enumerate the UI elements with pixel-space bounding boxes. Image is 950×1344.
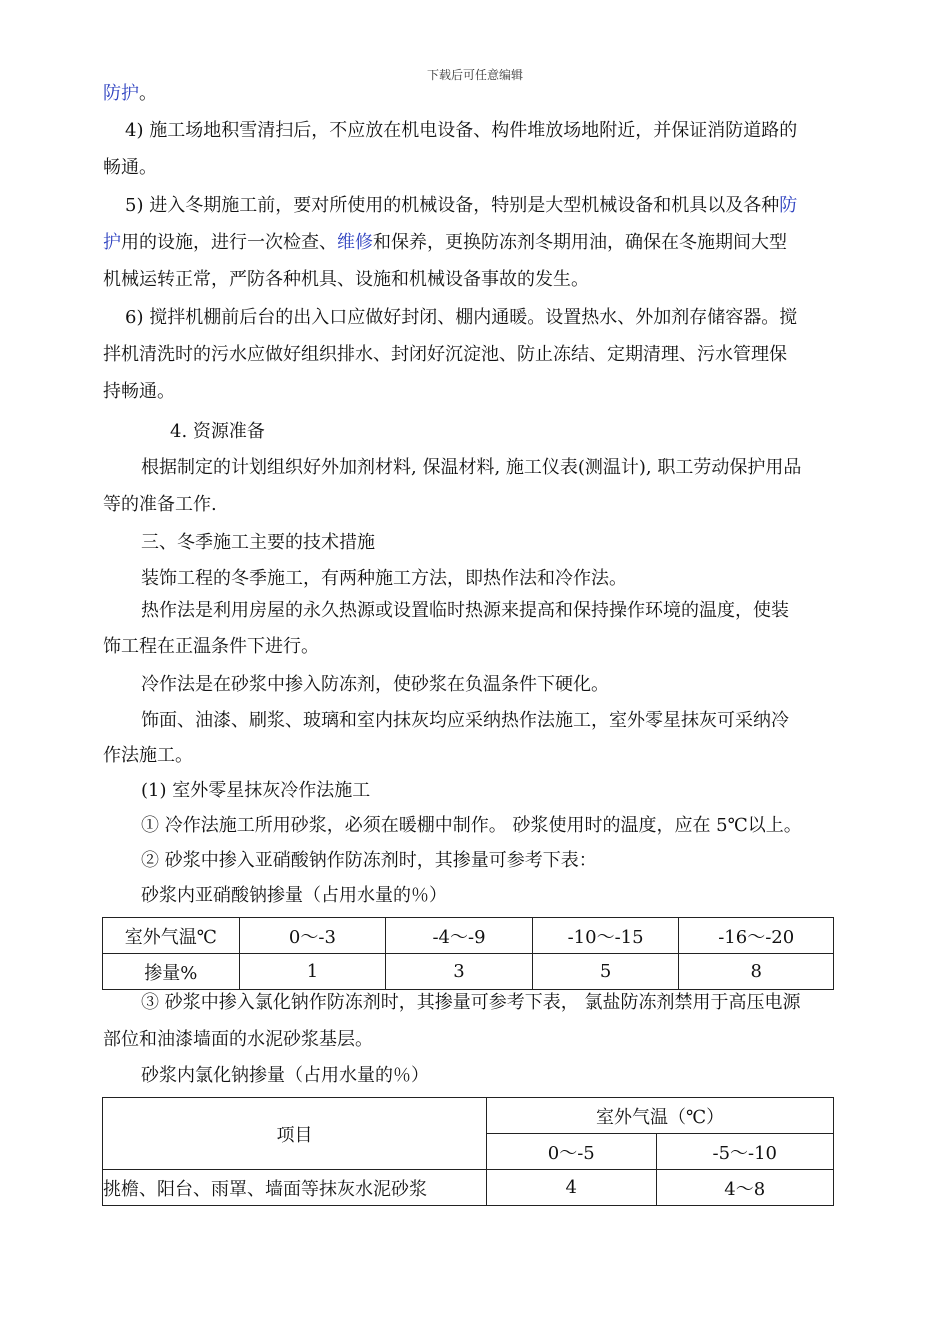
paragraph-line: 热作法是利用房屋的永久热源或设置临时热源来提高和保持操作环境的温度，使装 bbox=[141, 600, 789, 621]
sodium-nitrite-table bbox=[102, 917, 834, 990]
table-cell: -10～-15 bbox=[532, 918, 679, 954]
paragraph-line: 作法施工。 bbox=[103, 745, 193, 766]
table-cell: 项目 bbox=[103, 1098, 487, 1170]
paragraph-line: 饰面、油漆、刷浆、玻璃和室内抹灰均应采纳热作法施工，室外零星抹灰可采纳冷 bbox=[141, 710, 789, 731]
paragraph-line: 等的准备工作. bbox=[103, 494, 217, 515]
paragraph-line: ① 冷作法施工所用砂浆，必须在暖棚中制作。 砂浆使用时的温度，应在 5℃以上。 bbox=[141, 815, 802, 836]
link-text[interactable]: 护 bbox=[103, 232, 121, 253]
paragraph-line: 持畅通。 bbox=[103, 381, 175, 402]
table-cell: 4～8 bbox=[656, 1170, 834, 1206]
paragraph-line: 拌机清洗时的污水应做好组织排水、封闭好沉淀池、防止冻结、定期清理、污水管理保 bbox=[103, 344, 787, 365]
line-text: 和保养，更换防冻剂冬期用油，确保在冬施期间大型 bbox=[373, 232, 787, 253]
table-caption: 砂浆内氯化钠掺量（占用水量的％） bbox=[141, 1065, 429, 1086]
paragraph-line: ③ 砂浆中掺入氯化钠作防冻剂时，其掺量可参考下表， 氯盐防冻剂禁用于高压电源 bbox=[141, 992, 801, 1013]
paragraph-line: 机械运转正常，严防各种机具、设施和机械设备事故的发生。 bbox=[103, 269, 589, 290]
table-row bbox=[103, 1098, 834, 1134]
paragraph-line: ② 砂浆中掺入亚硝酸钠作防冻剂时，其掺量可参考下表： bbox=[141, 850, 597, 871]
table-row bbox=[103, 1170, 834, 1206]
paragraph-line: 6) 搅拌机棚前后台的出入口应做好封闭、棚内通暖。设置热水、外加剂存储容器。搅 bbox=[125, 307, 798, 328]
paragraph-line: 4) 施工场地积雪清扫后，不应放在机电设备、构件堆放场地附近，并保证消防道路的 bbox=[125, 120, 798, 141]
paragraph-line: 根据制定的计划组织好外加剂材料, 保温材料, 施工仪表(测温计), 职工劳动保护用品 bbox=[141, 457, 802, 478]
table-cell: -16～-20 bbox=[679, 918, 834, 954]
table-caption: 砂浆内亚硝酸钠掺量（占用水量的％） bbox=[141, 885, 447, 906]
table-cell: 1 bbox=[239, 954, 386, 990]
table-row bbox=[103, 918, 834, 954]
paragraph-line: 部位和油漆墙面的水泥砂浆基层。 bbox=[103, 1029, 373, 1050]
table-cell: 3 bbox=[386, 954, 533, 990]
sodium-chloride-table bbox=[102, 1097, 834, 1206]
table-cell: 0～-3 bbox=[239, 918, 386, 954]
page-header: 下载后可任意编辑 bbox=[426, 68, 523, 82]
paragraph-line: 装饰工程的冬季施工，有两种施工方法，即热作法和冷作法。 bbox=[141, 568, 627, 589]
paragraph-line bbox=[125, 193, 797, 219]
table-cell: 5 bbox=[532, 954, 679, 990]
link-text[interactable]: 防护 bbox=[103, 83, 139, 104]
table-cell: 0～-5 bbox=[487, 1134, 656, 1170]
table-row bbox=[103, 954, 834, 990]
subsection-heading: (1) 室外零星抹灰冷作法施工 bbox=[141, 780, 371, 801]
paragraph-line: 畅通。 bbox=[103, 157, 157, 178]
table-cell: -4～-9 bbox=[386, 918, 533, 954]
table-cell: 8 bbox=[679, 954, 834, 990]
table-cell: 4 bbox=[487, 1170, 656, 1206]
paragraph-line: 饰工程在正温条件下进行。 bbox=[103, 636, 319, 657]
section-heading: 三、冬季施工主要的技术措施 bbox=[141, 532, 375, 553]
table-cell: -5～-10 bbox=[656, 1134, 834, 1170]
paragraph-line: 冷作法是在砂浆中掺入防冻剂，使砂浆在负温条件下硬化。 bbox=[141, 674, 609, 695]
link-text[interactable]: 维修 bbox=[337, 232, 373, 253]
table-cell: 室外气温℃ bbox=[103, 918, 240, 954]
table-cell: 掺量% bbox=[103, 954, 240, 990]
table-cell: 室外气温（℃） bbox=[487, 1098, 834, 1134]
table-cell: 挑檐、阳台、雨罩、墙面等抹灰水泥砂浆 bbox=[103, 1170, 487, 1206]
paragraph-line bbox=[103, 230, 787, 256]
line-text: 5) 进入冬期施工前，要对所使用的机械设备，特别是大型机械设备和机具以及各种 bbox=[125, 195, 780, 216]
line-text: 用的设施，进行一次检查、 bbox=[121, 232, 337, 253]
line-text: 。 bbox=[139, 83, 157, 104]
link-text[interactable]: 防 bbox=[779, 195, 798, 216]
paragraph-line bbox=[103, 81, 157, 107]
section-heading: 4. 资源准备 bbox=[170, 421, 265, 442]
